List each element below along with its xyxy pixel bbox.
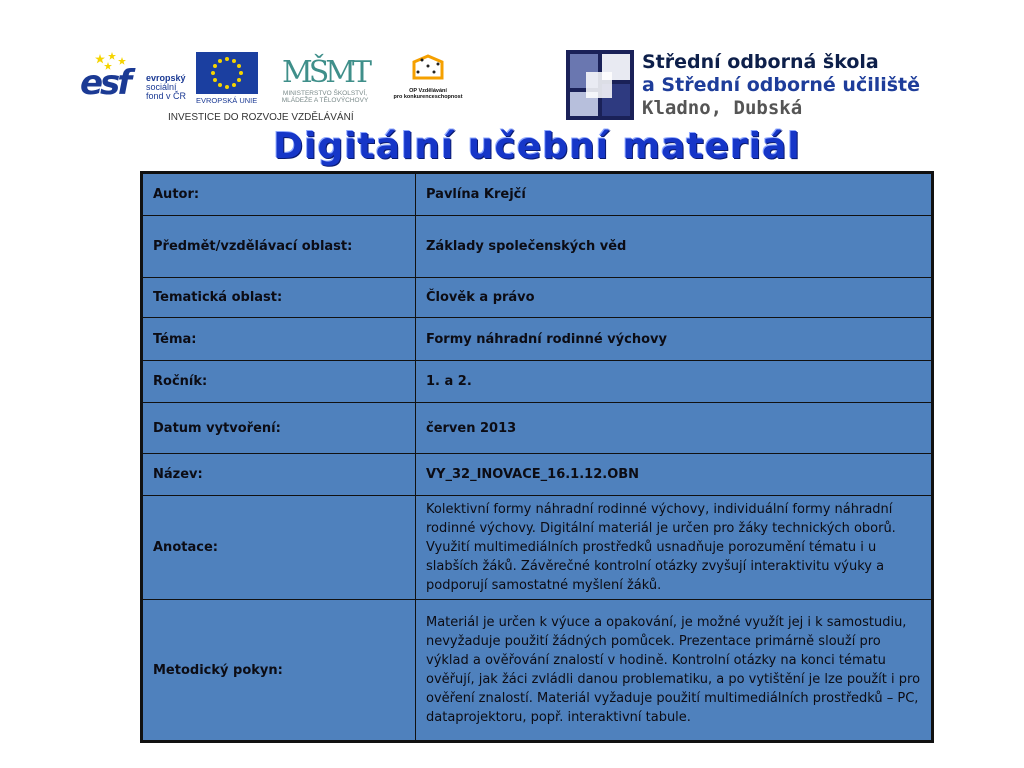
row-label: Datum vytvoření: (142, 403, 416, 454)
eu-caption: EVROPSKÁ UNIE (196, 96, 258, 105)
op-line: OP Vzdělávání (409, 88, 447, 94)
row-value: Pavlína Krejčí (416, 173, 933, 216)
school-name (642, 50, 920, 120)
school-name-line: a Střední odborné učiliště (642, 74, 921, 96)
row-label: Anotace: (142, 496, 416, 600)
table-row (142, 403, 933, 454)
row-value: Základy společenských věd (416, 216, 933, 278)
row-value: Formy náhradní rodinné výchovy (416, 318, 933, 361)
msmt-logo (270, 50, 380, 106)
table-row (142, 216, 933, 278)
table-row (142, 278, 933, 318)
msmt-line: MINISTERSTVO ŠKOLSTVÍ, (282, 90, 368, 97)
row-value: Kolektivní formy náhradní rodinné výchovy, individuální formy náhradní rodinné výchovy. Digitální materiál je určen pro žáky technických oborů. Využití multimediálních prostředků usnadňuje porozumění tématu i u slabších žáků. Závěrečné kontrolní otázky zvyšují interaktivitu výuky a podporují samostatné myšlení žáků. (416, 496, 933, 600)
eu-flag-icon (196, 52, 258, 94)
row-value: 1. a 2. (416, 361, 933, 403)
row-label: Název: (142, 454, 416, 496)
investice-caption: INVESTICE DO ROZVOJE VZDĚLÁVÁNÍ (168, 112, 354, 123)
msmt-caption (270, 90, 380, 104)
document-title: Digitální učební materiál (273, 126, 801, 167)
esf-logo (78, 52, 190, 103)
school-emblem-icon (566, 50, 634, 120)
table-row (142, 496, 933, 600)
row-label: Autor: (142, 173, 416, 216)
school-block (566, 50, 926, 122)
esf-letters: esf (80, 63, 130, 103)
table-row (142, 454, 933, 496)
table-row (142, 361, 933, 403)
op-emblem-icon (388, 52, 468, 88)
esf-line: fond v ČR (146, 91, 187, 101)
eu-stars-icon (196, 52, 258, 94)
row-label: Předmět/vzdělávací oblast: (142, 216, 416, 278)
table-row (142, 173, 933, 216)
school-name-line: Střední odborná škola (642, 51, 879, 73)
row-value: Člověk a právo (416, 278, 933, 318)
msmt-line: MLÁDEŽE A TĚLOVÝCHOVY (281, 97, 369, 104)
sponsor-logo-strip (78, 50, 468, 126)
material-info-table (140, 171, 934, 743)
op-line: pro konkurenceschopnost (393, 94, 463, 100)
row-value: Materiál je určen k výuce a opakování, je možné využít jej i k samostudiu, nevyžaduje použití žádných pomůcek. Prezentace primárně slouží pro výklad a ověřování znalostí v hodině. Kontrolní otázky na konci tématu ověřují, jak žáci zvládli danou problematiku, a po vytištění je lze použít i pro ověření znalostí. Materiál vyžaduje použití multimediálních prostředků – PC, dataprojektoru, popř. interaktivní tabule. (416, 600, 933, 742)
row-label: Tematická oblast: (142, 278, 416, 318)
esf-line: evropský (146, 73, 186, 83)
row-value: VY_32_INOVACE_16.1.12.OBN (416, 454, 933, 496)
school-name-line: Kladno, Dubská (642, 97, 803, 119)
table-row (142, 600, 933, 742)
msmt-letters: MŠMT (282, 55, 368, 90)
row-label: Téma: (142, 318, 416, 361)
eu-logo (196, 52, 266, 106)
msmt-emblem-icon (270, 50, 380, 90)
table-row (142, 318, 933, 361)
esf-line: sociální (146, 82, 177, 92)
op-logo (388, 52, 468, 108)
row-label: Metodický pokyn: (142, 600, 416, 742)
esf-text (146, 74, 186, 101)
op-caption (388, 88, 468, 100)
row-value: červen 2013 (416, 403, 933, 454)
row-label: Ročník: (142, 361, 416, 403)
